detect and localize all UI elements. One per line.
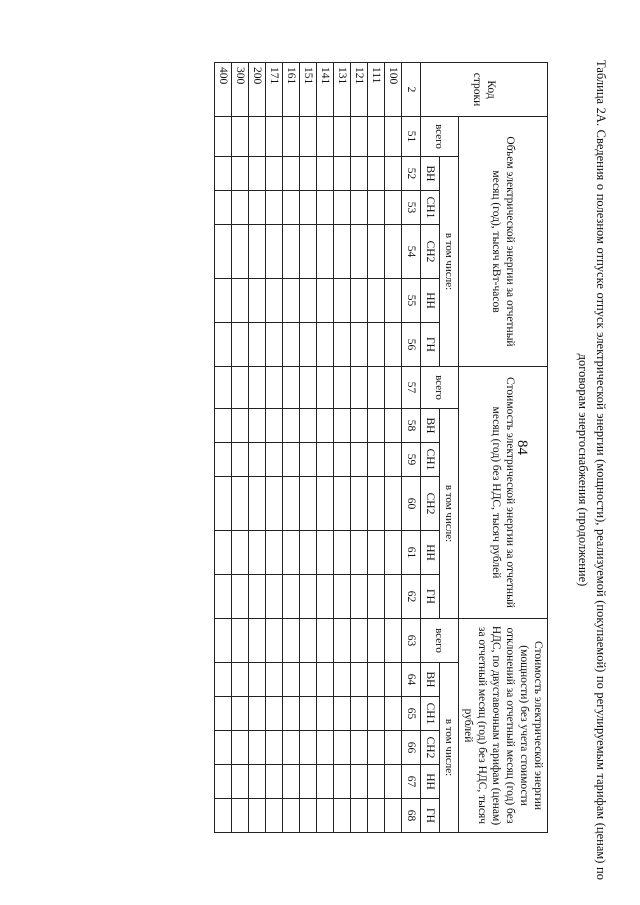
table-cell — [317, 117, 334, 157]
table-cell — [351, 575, 368, 619]
subcol-header: СН2 — [421, 225, 440, 279]
table-cell — [283, 117, 300, 157]
table-cell — [385, 575, 402, 619]
table-cell — [283, 477, 300, 531]
table-cell — [249, 323, 266, 367]
row-code: 141 — [317, 63, 334, 117]
table-cell — [283, 575, 300, 619]
subcol-header: СН1 — [421, 191, 440, 225]
table-cell — [334, 663, 351, 697]
table-cell — [351, 443, 368, 477]
table-row — [334, 63, 351, 833]
table-cell — [334, 367, 351, 409]
table-cell — [232, 409, 249, 443]
table-cell — [351, 765, 368, 799]
table-cell — [266, 323, 283, 367]
subcol-header: ГН — [421, 575, 440, 619]
table-row — [266, 63, 283, 833]
subcol-header: ВН — [421, 663, 440, 697]
table-cell — [249, 575, 266, 619]
table-cell — [249, 765, 266, 799]
table-cell — [283, 765, 300, 799]
table-cell — [300, 765, 317, 799]
table-cell — [215, 663, 232, 697]
row-code: 151 — [300, 63, 317, 117]
table-cell — [334, 409, 351, 443]
table-row — [249, 63, 266, 833]
table-cell — [385, 663, 402, 697]
table-cell — [249, 409, 266, 443]
code-header: Код строки — [421, 63, 548, 117]
subcol-header: СН1 — [421, 443, 440, 477]
table-cell — [232, 157, 249, 191]
table-cell — [368, 323, 385, 367]
table-cell — [317, 409, 334, 443]
table-cell — [215, 731, 232, 765]
table-row — [232, 63, 249, 833]
table-cell — [351, 157, 368, 191]
table-cell — [249, 697, 266, 731]
row-code: 111 — [368, 63, 385, 117]
table-cell — [215, 323, 232, 367]
table-cell — [368, 575, 385, 619]
table-cell — [351, 191, 368, 225]
subcol-header: НН — [421, 279, 440, 323]
column-number: 58 — [402, 409, 421, 443]
row-code: 200 — [249, 63, 266, 117]
table-cell — [232, 367, 249, 409]
table-cell — [317, 157, 334, 191]
row-code: 300 — [232, 63, 249, 117]
table-cell — [300, 731, 317, 765]
table-cell — [351, 225, 368, 279]
table-cell — [283, 279, 300, 323]
table-cell — [266, 731, 283, 765]
table-cell — [232, 697, 249, 731]
table-cell — [232, 731, 249, 765]
table-row — [215, 63, 232, 833]
data-table — [214, 62, 548, 833]
table-cell — [249, 367, 266, 409]
table-cell — [334, 531, 351, 575]
table-cell — [266, 225, 283, 279]
table-cell — [266, 367, 283, 409]
table-cell — [283, 409, 300, 443]
table-cell — [368, 225, 385, 279]
table-cell — [249, 731, 266, 765]
table-cell — [249, 157, 266, 191]
table-cell — [300, 443, 317, 477]
table-cell — [232, 323, 249, 367]
table-cell — [232, 191, 249, 225]
table-cell — [368, 799, 385, 833]
table-cell — [215, 765, 232, 799]
table-cell — [232, 117, 249, 157]
table-cell — [368, 117, 385, 157]
total-header: всего — [421, 367, 459, 409]
row-code: 400 — [215, 63, 232, 117]
column-number: 60 — [402, 477, 421, 531]
table-cell — [249, 477, 266, 531]
table-cell — [215, 117, 232, 157]
table-cell — [351, 279, 368, 323]
column-number: 55 — [402, 279, 421, 323]
column-number: 61 — [402, 531, 421, 575]
table-cell — [317, 477, 334, 531]
row-code: 171 — [266, 63, 283, 117]
table-cell — [266, 575, 283, 619]
table-cell — [215, 279, 232, 323]
table-cell — [368, 279, 385, 323]
row-code: 161 — [283, 63, 300, 117]
table-cell — [300, 323, 317, 367]
subcol-header: НН — [421, 531, 440, 575]
group-header-cost-two-rate: Стоимость электрической энергии (мощности) без учета стоимости отклонений за отчетный месяц (год) без НДС, по двуставочным тарифам (ценам) за отчетный месяц (год) без НДС, тысяч рублей — [459, 619, 548, 833]
table-row — [351, 63, 368, 833]
table-cell — [334, 279, 351, 323]
table-cell — [300, 477, 317, 531]
table-cell — [385, 731, 402, 765]
table-cell — [266, 191, 283, 225]
table-cell — [368, 731, 385, 765]
table-cell — [283, 619, 300, 663]
table-cell — [351, 531, 368, 575]
table-cell — [351, 799, 368, 833]
table-cell — [266, 619, 283, 663]
table-cell — [232, 531, 249, 575]
table-row — [317, 63, 334, 833]
subcol-header: ГН — [421, 799, 440, 833]
column-number: 2 — [402, 63, 421, 117]
table-cell — [334, 697, 351, 731]
table-cell — [300, 157, 317, 191]
subcol-header: ГН — [421, 323, 440, 367]
subcol-header: НН — [421, 765, 440, 799]
column-number: 66 — [402, 731, 421, 765]
table-cell — [385, 531, 402, 575]
table-cell — [266, 477, 283, 531]
table-cell — [283, 531, 300, 575]
table-cell — [334, 799, 351, 833]
table-cell — [317, 575, 334, 619]
table-row — [385, 63, 402, 833]
table-cell — [215, 225, 232, 279]
table-cell — [334, 191, 351, 225]
column-number-row — [402, 63, 421, 833]
table-cell — [266, 663, 283, 697]
table-cell — [351, 619, 368, 663]
table-cell — [334, 477, 351, 531]
total-header: всего — [421, 619, 459, 663]
table-cell — [300, 367, 317, 409]
table-row — [368, 63, 385, 833]
table-cell — [317, 531, 334, 575]
table-cell — [215, 409, 232, 443]
subcol-header: ВН — [421, 409, 440, 443]
table-cell — [283, 225, 300, 279]
table-cell — [317, 619, 334, 663]
table-cell — [368, 367, 385, 409]
table-cell — [317, 765, 334, 799]
table-cell — [249, 619, 266, 663]
table-cell — [300, 409, 317, 443]
table-cell — [232, 443, 249, 477]
table-cell — [300, 575, 317, 619]
column-number: 56 — [402, 323, 421, 367]
table-cell — [351, 663, 368, 697]
subcol-header: СН1 — [421, 697, 440, 731]
row-code: 131 — [334, 63, 351, 117]
table-cell — [385, 225, 402, 279]
table-cell — [266, 117, 283, 157]
table-cell — [368, 443, 385, 477]
table-cell — [283, 731, 300, 765]
table-cell — [215, 367, 232, 409]
table-cell — [368, 409, 385, 443]
table-cell — [232, 663, 249, 697]
table-cell — [334, 157, 351, 191]
table-cell — [351, 697, 368, 731]
table-cell — [300, 225, 317, 279]
table-cell — [249, 191, 266, 225]
row-code: 100 — [385, 63, 402, 117]
row-code: 121 — [351, 63, 368, 117]
table-cell — [317, 799, 334, 833]
table-cell — [368, 663, 385, 697]
table-cell — [215, 191, 232, 225]
table-cell — [283, 663, 300, 697]
table-cell — [351, 117, 368, 157]
subcol-header: ВН — [421, 157, 440, 191]
table-cell — [334, 225, 351, 279]
table-cell — [283, 367, 300, 409]
column-number: 67 — [402, 765, 421, 799]
table-cell — [334, 117, 351, 157]
table-cell — [215, 157, 232, 191]
table-cell — [334, 575, 351, 619]
table-cell — [334, 443, 351, 477]
table-cell — [249, 117, 266, 157]
table-cell — [249, 225, 266, 279]
table-cell — [385, 409, 402, 443]
table-row — [300, 63, 317, 833]
table-cell — [317, 731, 334, 765]
table-cell — [232, 575, 249, 619]
table-cell — [283, 697, 300, 731]
table-cell — [300, 117, 317, 157]
table-cell — [249, 799, 266, 833]
column-number: 53 — [402, 191, 421, 225]
table-cell — [266, 697, 283, 731]
table-cell — [300, 697, 317, 731]
column-number: 59 — [402, 443, 421, 477]
column-number: 62 — [402, 575, 421, 619]
table-cell — [385, 157, 402, 191]
table-cell — [215, 443, 232, 477]
table-cell — [215, 575, 232, 619]
table-cell — [385, 367, 402, 409]
table-cell — [385, 697, 402, 731]
page-number: 84 — [514, 440, 530, 455]
table-caption: Таблица 2А. Сведения о полезном отпуске отпуск электрической энергии (мощности), реализуемой (покупаемой) по регулируемым тарифам (ценам) по договорам энергоснабжения (продолжение) — [576, 60, 608, 880]
table-cell — [351, 323, 368, 367]
table-cell — [317, 367, 334, 409]
table-cell — [266, 799, 283, 833]
table-cell — [385, 477, 402, 531]
column-number: 63 — [402, 619, 421, 663]
table-cell — [351, 409, 368, 443]
table-cell — [317, 191, 334, 225]
table-cell — [232, 765, 249, 799]
table-cell — [266, 157, 283, 191]
table-cell — [368, 619, 385, 663]
table-cell — [266, 765, 283, 799]
table-cell — [368, 765, 385, 799]
table-cell — [249, 531, 266, 575]
subcol-header: СН2 — [421, 731, 440, 765]
table-cell — [385, 799, 402, 833]
column-number: 54 — [402, 225, 421, 279]
table-cell — [385, 117, 402, 157]
table-cell — [215, 477, 232, 531]
table-cell — [215, 531, 232, 575]
table-cell — [215, 697, 232, 731]
table-cell — [300, 663, 317, 697]
table-cell — [368, 531, 385, 575]
table-cell — [283, 443, 300, 477]
table-cell — [215, 799, 232, 833]
table-cell — [266, 279, 283, 323]
column-number: 51 — [402, 117, 421, 157]
table-cell — [385, 443, 402, 477]
table-cell — [300, 619, 317, 663]
table-cell — [283, 191, 300, 225]
table-cell — [317, 225, 334, 279]
table-cell — [266, 409, 283, 443]
table-cell — [266, 531, 283, 575]
column-number: 65 — [402, 697, 421, 731]
table-cell — [385, 279, 402, 323]
total-header: всего — [421, 117, 459, 157]
table-cell — [249, 279, 266, 323]
table-cell — [317, 663, 334, 697]
table-cell — [283, 157, 300, 191]
table-cell — [351, 731, 368, 765]
table-cell — [215, 619, 232, 663]
table-cell — [300, 799, 317, 833]
table-cell — [368, 157, 385, 191]
column-number: 57 — [402, 367, 421, 409]
table-cell — [351, 477, 368, 531]
table-cell — [232, 619, 249, 663]
table-cell — [317, 443, 334, 477]
table-row — [283, 63, 300, 833]
column-number: 64 — [402, 663, 421, 697]
group-header-volume: Объем электрической энергии за отчетный месяц (год), тысяч кВт-часов — [459, 117, 548, 367]
including-header: в том числе: — [440, 157, 459, 367]
table-cell — [368, 191, 385, 225]
table-cell — [385, 191, 402, 225]
table-cell — [283, 799, 300, 833]
table-cell — [232, 799, 249, 833]
subcol-header: СН2 — [421, 477, 440, 531]
table-cell — [249, 443, 266, 477]
table-cell — [317, 279, 334, 323]
table-cell — [300, 531, 317, 575]
table-cell — [385, 323, 402, 367]
table-cell — [385, 765, 402, 799]
including-header: в том числе: — [440, 663, 459, 833]
table-cell — [300, 191, 317, 225]
table-cell — [232, 225, 249, 279]
table-cell — [249, 663, 266, 697]
group-header-cost: Стоимость электрической энергии за отчетный месяц (год) без НДС, тысяч рублей — [459, 367, 548, 619]
table-cell — [334, 765, 351, 799]
table-cell — [317, 323, 334, 367]
table-cell — [334, 731, 351, 765]
table-cell — [334, 323, 351, 367]
table-cell — [283, 323, 300, 367]
table-cell — [351, 367, 368, 409]
table-cell — [266, 443, 283, 477]
table-cell — [232, 477, 249, 531]
table-cell — [385, 619, 402, 663]
including-header: в том числе: — [440, 409, 459, 619]
table-cell — [232, 279, 249, 323]
column-number: 68 — [402, 799, 421, 833]
table-cell — [368, 477, 385, 531]
table-cell — [368, 697, 385, 731]
table-cell — [300, 279, 317, 323]
table-cell — [317, 697, 334, 731]
table-cell — [334, 619, 351, 663]
column-number: 52 — [402, 157, 421, 191]
